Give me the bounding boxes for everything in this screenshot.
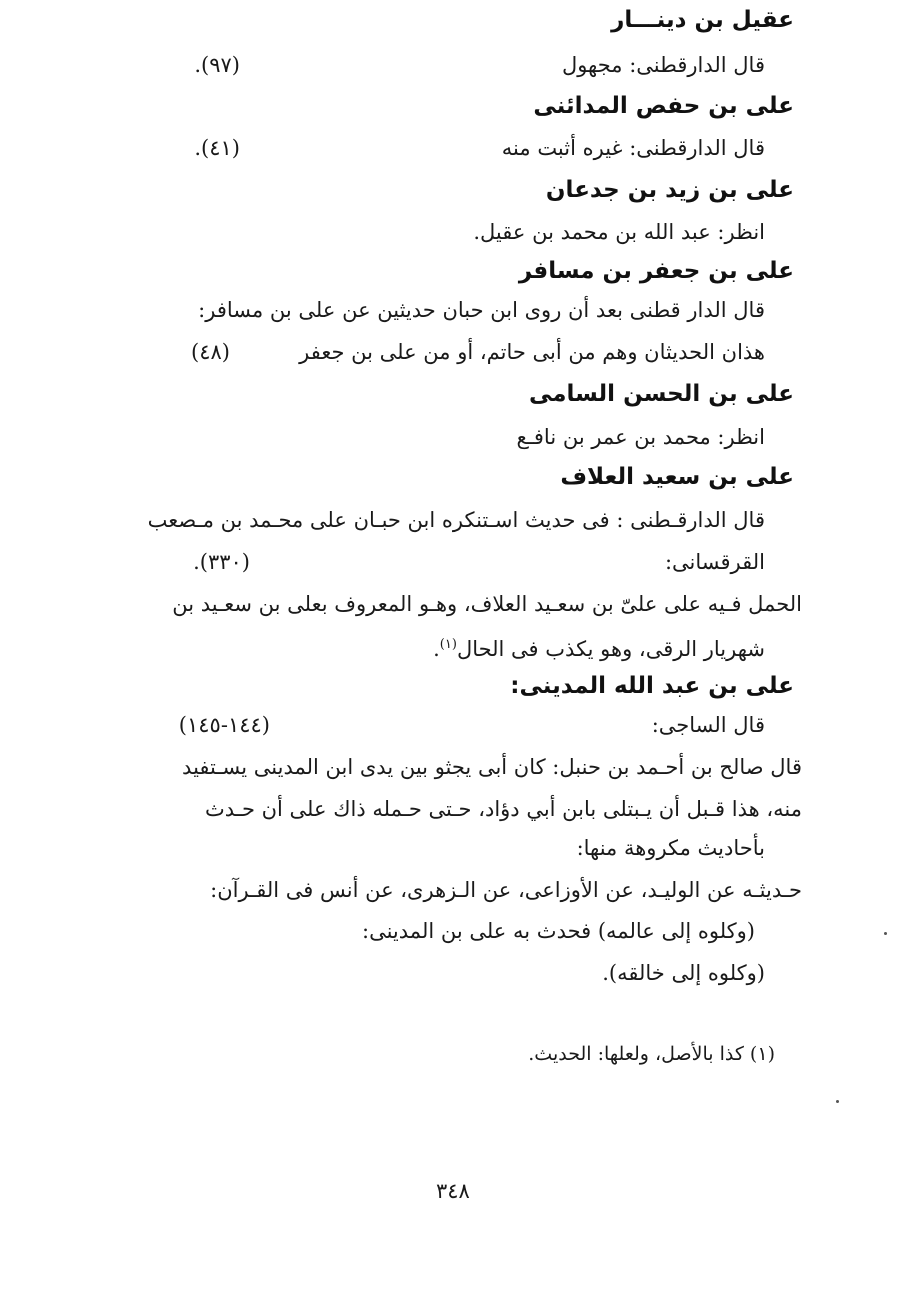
text-line: منه، هذا قـبل أن يـبتلى بابن أبي دؤاد، حـتى حـمله ذاك على أن حـدث [205, 797, 802, 821]
footnote: (١) كذا بالأصل، ولعلها: الحديث. [528, 1043, 775, 1065]
text-line: (وكلوه إلى خالقه). [602, 961, 765, 985]
text-line: قال صالح بن أحـمد بن حنبل: كان أبى يجثو بين يدى ابن المدينى يسـتفيد [182, 755, 802, 779]
text-line: القرقسانى: [664, 550, 765, 574]
text-line: هذان الحديثان وهم من أبى حاتم، أو من على بن جعفر [299, 340, 765, 364]
text-line: بأحاديث مكروهة منها: [576, 836, 765, 860]
entry-heading: على بن زيد بن جدعان [545, 177, 794, 203]
text-line: قال الدارقـطنى : فى حديث اسـتنكره ابن حبـان على محـمد بن مـصعب [147, 508, 765, 532]
text-line: قال الدار قطنى بعد أن روى ابن حبان حديثين عن على بن مسافر: [198, 298, 765, 322]
text-line: انظر: محمد بن عمر بن نافـع [516, 425, 765, 449]
text-line: قال الدارقطنى: مجهول [561, 53, 765, 77]
page-number: ٣٤٨ [436, 1179, 470, 1203]
reference-number: (٤٨) [191, 340, 230, 364]
reference-number: (٣٣٠). [193, 550, 250, 574]
text-line: حـديثـه عن الوليـد، عن الأوزاعى، عن الـزهرى، عن أنس فى القـرآن: [210, 878, 802, 902]
entry-heading: على بن جعفر بن مسافر [518, 258, 794, 284]
entry-heading: على بن حفص المدائنى [533, 93, 794, 119]
reference-number: (١٤٤-١٤٥) [178, 713, 270, 737]
footnote-marker: (١) [439, 637, 457, 652]
entry-heading: على بن عبد الله المدينى: [510, 673, 794, 699]
text-line: انظر: عبد الله بن محمد بن عقيل. [473, 220, 765, 244]
scan-speck [836, 1100, 839, 1103]
scan-speck [884, 932, 887, 935]
text-line: (وكلوه إلى عالمه) فحدث به على بن المدينى: [362, 919, 755, 943]
entry-heading: على بن سعيد العلاف [560, 464, 794, 490]
entry-heading: عقيل بن دينـــار [611, 7, 794, 33]
text-segment: . [433, 637, 440, 661]
entry-heading: على بن الحسن السامى [529, 381, 794, 407]
text-line [433, 630, 765, 664]
text-segment: شهريار الرقى، وهو يكذب فى الحال [456, 637, 765, 661]
text-line: الحمل فـيه على علىّ بن سعـيد العلاف، وهـو المعروف بعلى بن سعـيد بن [172, 592, 802, 616]
reference-number: (٩٧). [194, 53, 240, 77]
text-line: قال الدارقطنى: غيره أثبت منه [501, 136, 765, 160]
reference-number: (٤١). [194, 136, 240, 160]
text-line: قال الساجى: [651, 713, 765, 737]
